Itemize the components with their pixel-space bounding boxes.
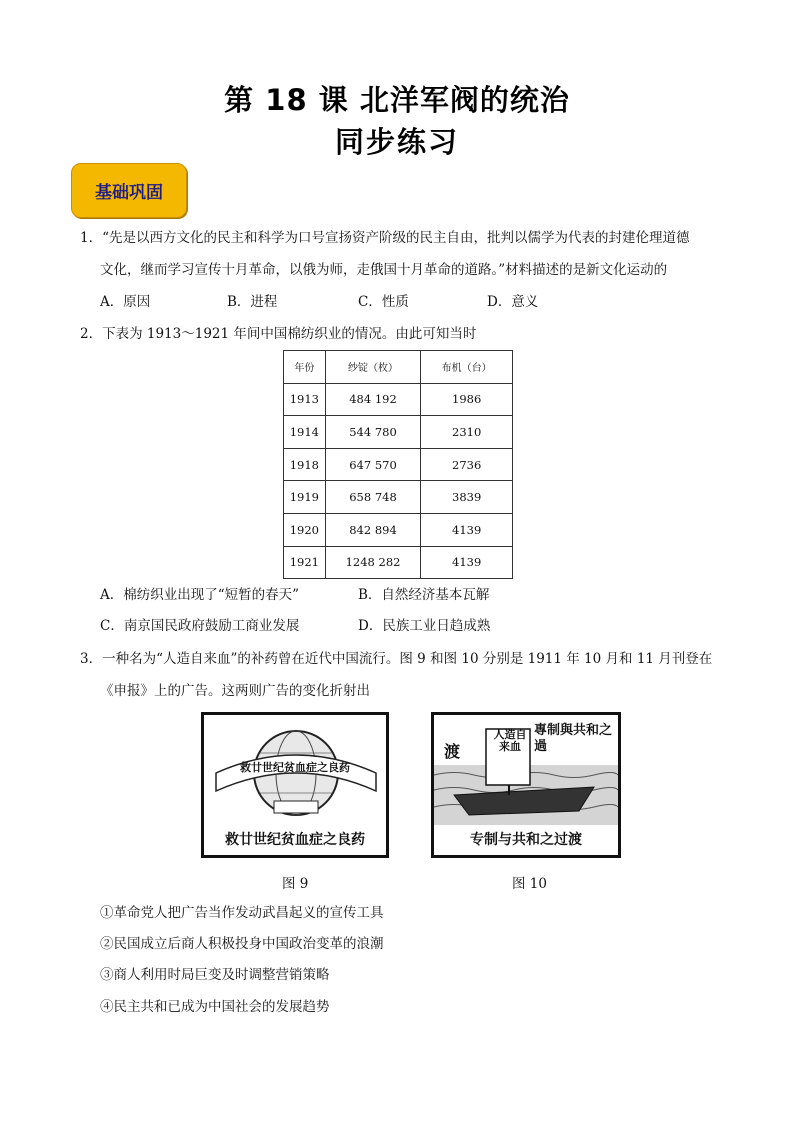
lesson-title: 第 18 课 北洋军阀的统治 — [224, 83, 570, 117]
q3-statement-1: ①革命党人把广告当作发动武昌起义的宣传工具 — [100, 905, 384, 921]
table-cell: 1920 — [284, 513, 326, 546]
q3-statement-2: ②民国成立后商人积极投身中国政治变革的浪潮 — [100, 936, 384, 952]
table-cell: 4139 — [421, 546, 513, 579]
figure-10-side-text: 渡 — [444, 742, 461, 761]
q1-option-a: A．原因 — [100, 294, 151, 310]
figure-10-corner-text: 專制與共和之過 — [534, 723, 613, 754]
table-row — [284, 546, 513, 579]
table-row — [284, 383, 513, 416]
table-row — [284, 448, 513, 481]
q1-option-c: C．性质 — [358, 294, 409, 310]
q2-option-a: A．棉纺织业出现了“短暂的春天” — [100, 587, 300, 603]
table-header: 年份 — [284, 351, 326, 384]
q2-option-d: D．民族工业日趋成熟 — [358, 618, 491, 634]
table-row — [284, 416, 513, 449]
q3-statement-3: ③商人利用时局巨变及时调整营销策略 — [100, 967, 330, 983]
q2-stem: 2．下表为 1913～1921 年间中国棉纺织业的情况。由此可知当时 — [80, 326, 477, 342]
table-header: 纱锭（枚） — [325, 351, 421, 384]
section-badge-label: 基础巩固 — [95, 183, 163, 203]
table-cell: 2736 — [421, 448, 513, 481]
table-header-row — [284, 351, 513, 384]
figure-10-ad — [431, 712, 621, 858]
q3-stem-line1: 3．一种名为“人造自来血”的补药曾在近代中国流行。图 9 和图 10 分别是 1911 年 10 月和 11 月刊登在 — [80, 651, 713, 667]
q3-stem-line2: 《申报》上的广告。这两则广告的变化折射出 — [100, 683, 370, 699]
section-badge — [71, 163, 187, 218]
table-cell: 842 894 — [325, 513, 421, 546]
figure-9-banner: 救廿世纪贫血症之良药 — [240, 761, 350, 774]
figure-10-caption: 图 10 — [512, 876, 547, 892]
table-cell: 1248 282 — [325, 546, 421, 579]
figure-9-caption: 图 9 — [282, 876, 309, 892]
q1-option-d: D．意义 — [487, 294, 539, 310]
table-cell: 4139 — [421, 513, 513, 546]
lesson-subtitle: 同步练习 — [334, 125, 459, 159]
table-row — [284, 481, 513, 514]
table-cell: 1986 — [421, 383, 513, 416]
cotton-table — [283, 350, 513, 579]
table-cell: 544 780 — [325, 416, 421, 449]
table-cell: 647 570 — [325, 448, 421, 481]
table-cell: 1921 — [284, 546, 326, 579]
q1-stem-line1: 1．“先是以西方文化的民主和科学为口号宣扬资产阶级的民主自由，批判以儒学为代表的封建伦理道德 — [80, 230, 690, 246]
figure-10-slogan: 专制与共和之过渡 — [434, 829, 618, 849]
table-row — [284, 513, 513, 546]
table-cell: 1918 — [284, 448, 326, 481]
q1-option-b: B．进程 — [227, 294, 278, 310]
table-cell: 1914 — [284, 416, 326, 449]
figure-10-sail-text: 人造自来血 — [493, 728, 527, 753]
q1-stem-line2: 文化，继而学习宣传十月革命，以俄为师，走俄国十月革命的道路。”材料描述的是新文化运动的 — [100, 262, 668, 278]
table-cell: 484 192 — [325, 383, 421, 416]
table-cell: 658 748 — [325, 481, 421, 514]
figure-9-ad — [201, 712, 389, 858]
table-cell: 3839 — [421, 481, 513, 514]
table-header: 布机（台） — [421, 351, 513, 384]
figure-9-slogan: 救廿世纪贫血症之良药 — [225, 832, 365, 848]
q2-option-b: B．自然经济基本瓦解 — [358, 587, 490, 603]
table-cell: 2310 — [421, 416, 513, 449]
q3-statement-4: ④民主共和已成为中国社会的发展趋势 — [100, 999, 330, 1015]
q2-option-c: C．南京国民政府鼓励工商业发展 — [100, 618, 300, 634]
table-cell: 1919 — [284, 481, 326, 514]
table-cell: 1913 — [284, 383, 326, 416]
